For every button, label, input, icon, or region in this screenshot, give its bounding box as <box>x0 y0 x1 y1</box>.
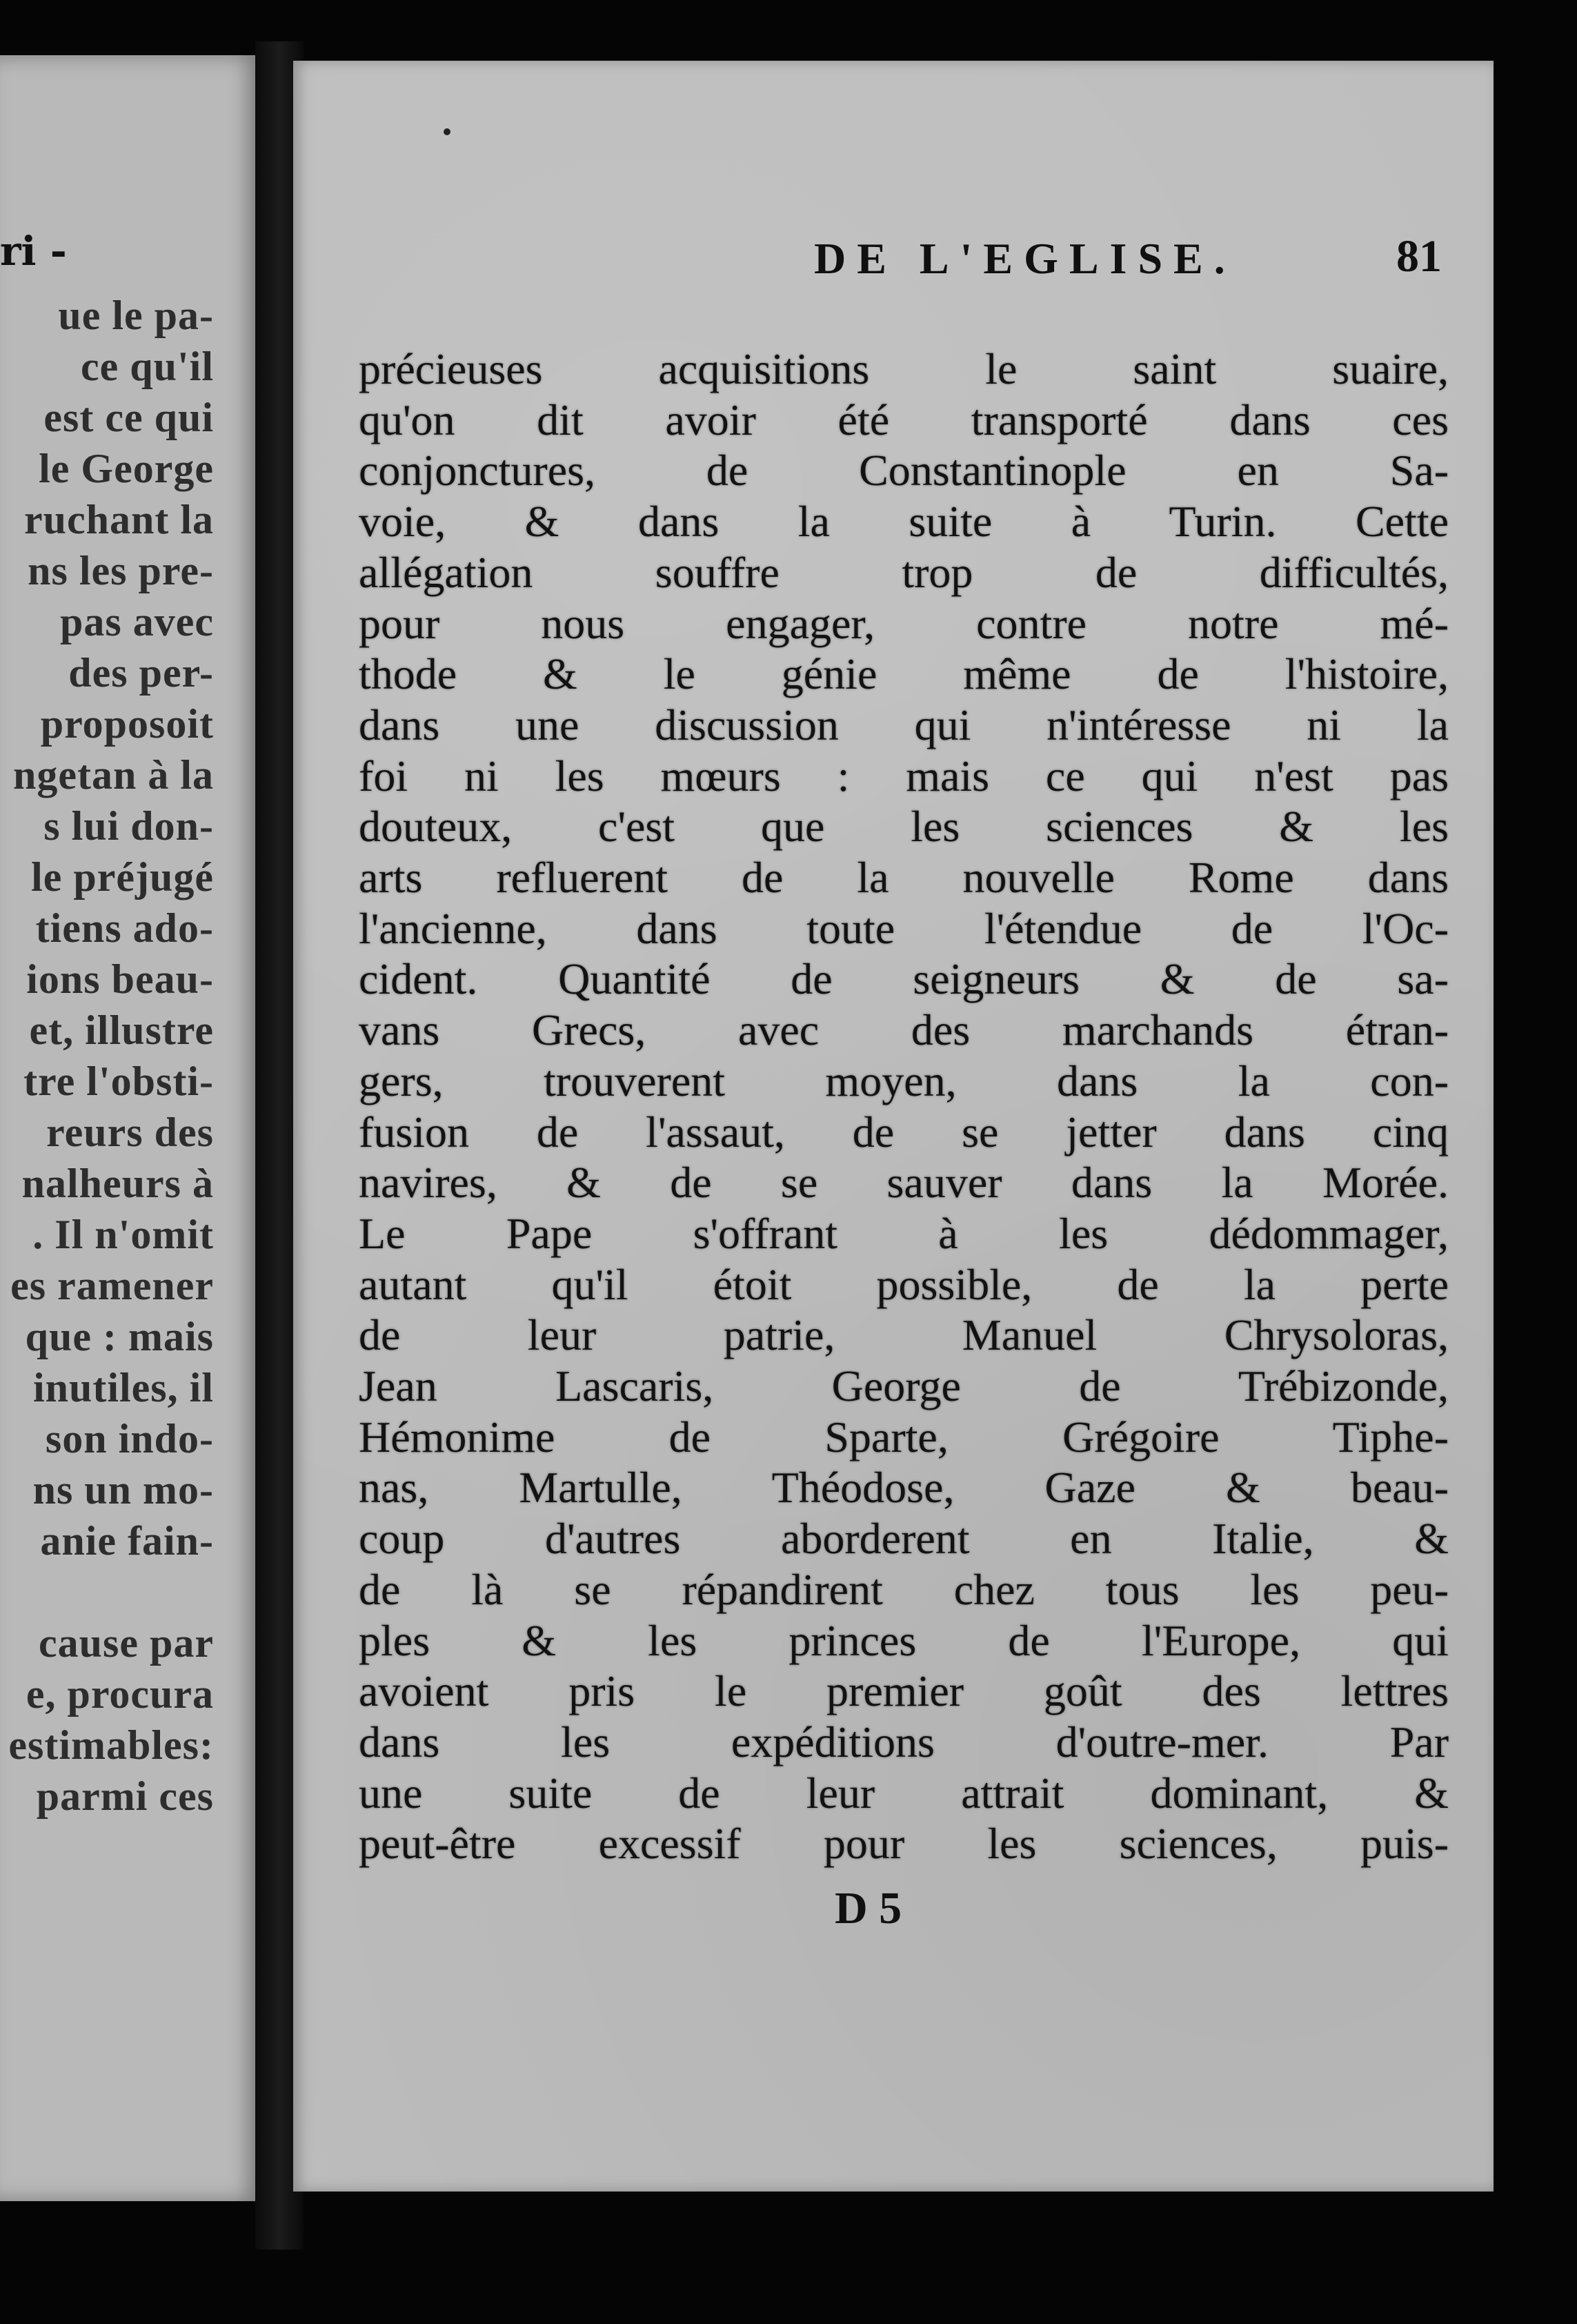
text-line: Le Pape s'offrant à les dédommager, <box>359 1208 1449 1258</box>
left-page-line: et, illustre <box>29 1007 214 1053</box>
left-page-line: tre l'obsti- <box>23 1058 214 1104</box>
left-page-line: parmi ces <box>36 1773 214 1819</box>
left-page-line <box>8 1566 214 1617</box>
left-page-line: reurs des <box>46 1110 214 1155</box>
text-line: de leur patrie, Manuel Chrysoloras, <box>359 1310 1449 1360</box>
text-line: fusion de l'assaut, de se jetter dans cinq <box>359 1107 1449 1156</box>
text-line: allégation souffre trop de difficultés, <box>359 547 1449 597</box>
facing-page-left <box>0 55 262 2201</box>
left-page-line: ruchant la <box>23 497 214 542</box>
left-page-line: ce qu'il <box>80 344 214 389</box>
text-line: ples & les princes de l'Europe, qui <box>359 1615 1449 1665</box>
left-page-line: e, procura <box>26 1671 214 1717</box>
left-page-line: ue le pa- <box>58 293 214 338</box>
text-line: dans une discussion qui n'intéresse ni la <box>359 700 1449 749</box>
text-line: voie, & dans la suite à Turin. Cette <box>359 497 1449 546</box>
signature-mark: D 5 <box>835 1883 902 1933</box>
left-page-line: estimables: <box>8 1722 214 1768</box>
left-page-line: ions beau- <box>26 956 214 1002</box>
left-page-line: cause par <box>39 1620 214 1666</box>
text-line: une suite de leur attrait dominant, & <box>359 1768 1449 1818</box>
left-page-line: inutiles, il <box>32 1365 214 1410</box>
text-line: Hémonime de Sparte, Grégoire Tiphe- <box>359 1412 1449 1461</box>
text-line: gers, trouverent moyen, dans la con- <box>359 1056 1449 1105</box>
text-line: Jean Lascaris, George de Trébizonde, <box>359 1361 1449 1411</box>
book-page <box>293 61 1494 2192</box>
text-line: de là se répandirent chez tous les peu- <box>359 1564 1449 1614</box>
text-line: pour nous engager, contre notre mé- <box>359 598 1449 648</box>
left-page-line: des per- <box>68 650 214 696</box>
text-line: cident. Quantité de seigneurs & de sa- <box>359 954 1449 1004</box>
left-page-line: tiens ado- <box>35 905 214 951</box>
ink-speck <box>444 128 450 135</box>
left-page-line: nalheurs à <box>21 1161 214 1206</box>
text-line: qu'on dit avoir été transporté dans ces <box>359 395 1449 444</box>
left-page-line: . Il n'omit <box>32 1212 214 1257</box>
left-page-line: son indo- <box>45 1416 214 1461</box>
left-page-line: proposoit <box>40 701 214 747</box>
text-line: dans les expéditions d'outre-mer. Par <box>359 1717 1449 1766</box>
left-page-line: pas avec <box>60 599 214 644</box>
text-line: autant qu'il étoit possible, de la perte <box>359 1259 1449 1309</box>
text-line: thode & le génie même de l'histoire, <box>359 649 1449 699</box>
left-page-line: est ce qui <box>43 395 214 440</box>
left-page-line: que : mais <box>25 1314 214 1359</box>
text-line: navires, & de se sauver dans la Morée. <box>359 1158 1449 1208</box>
left-page-line: ns les pre- <box>28 548 214 593</box>
text-line: nas, Martulle, Théodose, Gaze & beau- <box>359 1463 1449 1513</box>
left-page-line: ngetan à la <box>12 752 214 798</box>
body-text <box>359 344 1449 1869</box>
left-page-line: le préjugé <box>31 854 214 900</box>
left-page-line: le George <box>39 446 214 491</box>
text-line: l'ancienne, dans toute l'étendue de l'Oc- <box>359 903 1449 953</box>
text-line: coup d'autres aborderent en Italie, & <box>359 1514 1449 1564</box>
text-line: avoient pris le premier goût des lettres <box>359 1666 1449 1716</box>
left-page-line: s lui don- <box>43 803 214 849</box>
text-line: peut-être excessif pour les sciences, puis- <box>359 1819 1449 1869</box>
text-line: vans Grecs, avec des marchands étran- <box>359 1005 1449 1055</box>
left-page-running-head: ri - <box>0 228 67 275</box>
page-number: 81 <box>1396 231 1442 282</box>
left-page-line: ns un mo- <box>32 1467 214 1513</box>
text-line: foi ni les mœurs : mais ce qui n'est pas <box>359 751 1449 800</box>
text-line: précieuses acquisitions le saint suaire, <box>359 344 1449 393</box>
left-page-line: anie fain- <box>40 1518 214 1564</box>
left-page-line: es ramener <box>10 1263 214 1308</box>
text-line: conjonctures, de Constantinople en Sa- <box>359 446 1449 495</box>
running-head <box>524 233 1442 295</box>
text-line: arts refluerent de la nouvelle Rome dans <box>359 853 1449 903</box>
text-line: douteux, c'est que les sciences & les <box>359 802 1449 851</box>
left-page-text <box>8 290 214 1822</box>
running-title: DE L'EGLISE. <box>814 234 1236 283</box>
